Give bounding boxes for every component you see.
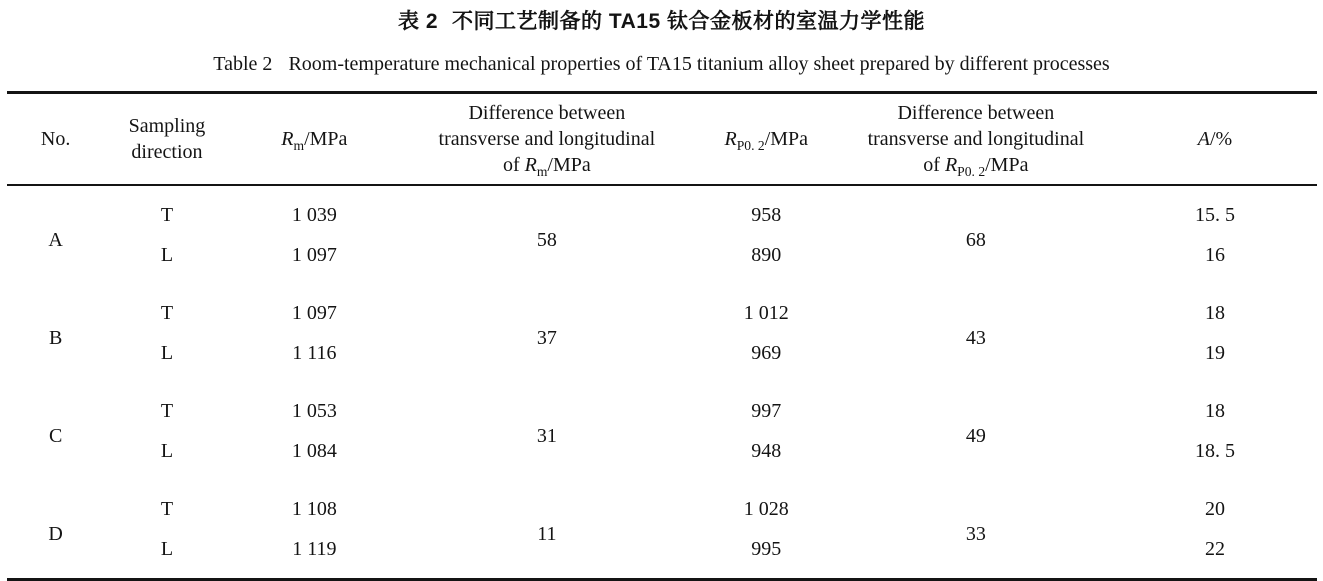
cell-diff-rp02: 43 bbox=[965, 326, 986, 349]
cell-rm: 1 119 bbox=[292, 538, 337, 560]
cell-sampling-direction: L bbox=[160, 342, 174, 364]
diff-rm-line3 bbox=[403, 152, 690, 178]
cell-no: C bbox=[48, 424, 63, 447]
diff-rm-symbol: R bbox=[524, 154, 537, 176]
cell-sampling-direction: L bbox=[160, 440, 174, 462]
cell-elongation: 15. 5 bbox=[1194, 204, 1235, 226]
rp02-unit: /MPa bbox=[764, 128, 809, 150]
diff-rp02-symbol: R bbox=[944, 154, 958, 176]
cell-sampling-direction: T bbox=[160, 204, 174, 226]
cell-diff-rm: 11 bbox=[537, 522, 557, 545]
table-row-a-transverse bbox=[7, 185, 1317, 235]
cell-rp02: 969 bbox=[751, 342, 782, 364]
elongation-symbol: A bbox=[1197, 128, 1210, 150]
diff-rp02-subscript: P0. 2 bbox=[957, 163, 986, 179]
rp02-subscript: P0. 2 bbox=[736, 137, 765, 153]
cell-rm: 1 108 bbox=[291, 498, 337, 520]
cell-elongation: 18 bbox=[1204, 400, 1225, 422]
rm-unit: /MPa bbox=[304, 128, 348, 150]
cell-rp02: 997 bbox=[751, 400, 782, 422]
diff-rp02-line3 bbox=[842, 152, 1109, 178]
diff-rm-of: of bbox=[502, 154, 525, 176]
cell-rm: 1 097 bbox=[291, 302, 337, 324]
cell-rm: 1 084 bbox=[291, 440, 337, 462]
cell-diff-rp02: 68 bbox=[965, 228, 986, 251]
cell-elongation: 18. 5 bbox=[1194, 440, 1235, 462]
col-header-diff-rm bbox=[399, 93, 694, 186]
diff-rm-line2: transverse and longitudinal bbox=[438, 128, 656, 150]
elongation-unit: /% bbox=[1209, 128, 1233, 150]
col-header-elongation bbox=[1113, 93, 1316, 186]
caption-en-text: Room-temperature mechanical properties of TA15 titanium alloy sheet prepared by different processes bbox=[288, 53, 1110, 75]
rm-symbol: R bbox=[281, 128, 294, 150]
table-header bbox=[7, 93, 1317, 186]
cell-sampling-direction: L bbox=[160, 244, 174, 266]
cell-rm: 1 053 bbox=[291, 400, 337, 422]
cell-rp02: 1 012 bbox=[743, 302, 789, 324]
cell-diff-rp02: 49 bbox=[965, 424, 986, 447]
table-body bbox=[7, 185, 1317, 580]
cell-no: B bbox=[48, 326, 63, 349]
diff-rp02-line1: Difference between bbox=[897, 102, 1055, 124]
cell-sampling-direction: T bbox=[160, 302, 174, 324]
cell-sampling-direction: L bbox=[160, 538, 174, 560]
diff-rp02-line2: transverse and longitudinal bbox=[867, 128, 1085, 150]
col-header-sampling-direction bbox=[105, 93, 229, 186]
cell-diff-rp02: 33 bbox=[965, 522, 986, 545]
cell-elongation: 19 bbox=[1204, 342, 1225, 364]
rm-subscript: m bbox=[293, 137, 305, 153]
diff-rm-subscript: m bbox=[536, 163, 548, 179]
col-header-rp02 bbox=[694, 93, 838, 186]
cell-elongation: 16 bbox=[1204, 244, 1225, 266]
diff-rm-line1: Difference between bbox=[468, 102, 626, 124]
cell-diff-rm: 37 bbox=[536, 326, 557, 349]
diff-rp02-unit: /MPa bbox=[985, 154, 1029, 176]
cell-elongation: 20 bbox=[1204, 498, 1225, 520]
diff-rm-unit: /MPa bbox=[547, 154, 591, 176]
cell-rp02: 1 028 bbox=[743, 498, 789, 520]
col-header-no: No. bbox=[7, 93, 105, 186]
table-row-d-transverse bbox=[7, 480, 1317, 529]
col-header-diff-rp02 bbox=[838, 93, 1113, 186]
col-header-rm bbox=[229, 93, 399, 186]
sampling-line2: direction bbox=[131, 141, 203, 163]
caption-zh-label: 表 2 bbox=[398, 10, 439, 33]
cell-rp02: 890 bbox=[751, 244, 782, 266]
cell-rp02: 995 bbox=[751, 538, 782, 560]
rp02-symbol: R bbox=[724, 128, 737, 150]
cell-rp02: 948 bbox=[751, 440, 782, 462]
cell-sampling-direction: T bbox=[160, 498, 174, 520]
cell-rp02: 958 bbox=[751, 204, 782, 226]
cell-diff-rm: 58 bbox=[536, 228, 557, 251]
cell-no: D bbox=[48, 522, 63, 545]
cell-rm: 1 039 bbox=[291, 204, 337, 226]
cell-elongation: 22 bbox=[1204, 538, 1225, 560]
table-caption-chinese bbox=[0, 9, 1323, 35]
table-caption-english bbox=[0, 52, 1323, 76]
cell-no: A bbox=[48, 228, 63, 251]
cell-elongation: 18 bbox=[1204, 302, 1225, 324]
diff-rp02-of: of bbox=[923, 154, 945, 176]
sampling-line1: Sampling bbox=[128, 115, 206, 137]
table-row-b-transverse bbox=[7, 284, 1317, 333]
cell-rm: 1 097 bbox=[291, 244, 337, 266]
caption-zh-text: 不同工艺制备的 TA15 钛合金板材的室温力学性能 bbox=[452, 10, 925, 33]
caption-en-label: Table 2 bbox=[213, 53, 273, 75]
mechanical-properties-table bbox=[7, 91, 1317, 581]
header-row bbox=[7, 93, 1317, 186]
cell-rm: 1 116 bbox=[292, 342, 337, 364]
cell-sampling-direction: T bbox=[160, 400, 174, 422]
table-row-c-transverse bbox=[7, 382, 1317, 431]
cell-diff-rm: 31 bbox=[536, 424, 557, 447]
